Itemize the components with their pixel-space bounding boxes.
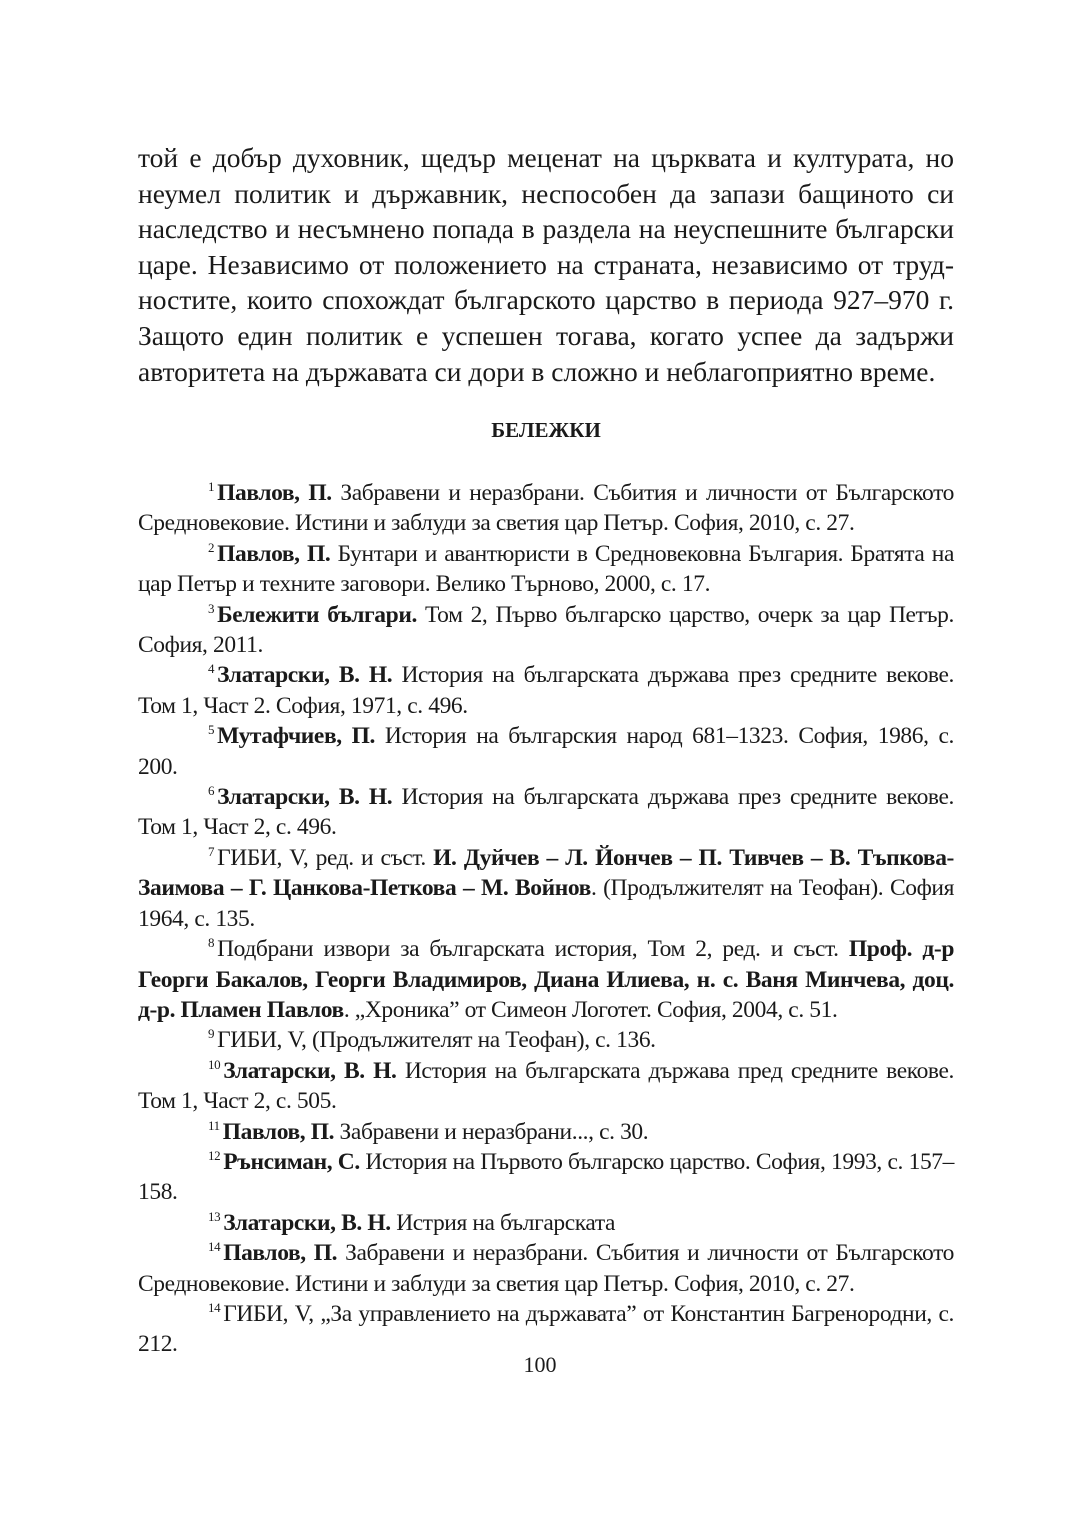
note-author: Рънсиман, С. bbox=[223, 1148, 360, 1175]
note-text: Забравени и неразбрани. Събития и личности от Българското Средновековие. Истини и заблуди за светия цар Петър. София, 2010, с. 27. bbox=[138, 1240, 954, 1297]
note-text: Бунтари и авантюристи в Средновековна България. Братята на цар Петър и техните заговори. Велико Търново, 2000, с. 17. bbox=[138, 540, 954, 598]
note-item bbox=[138, 660, 954, 721]
note-author: Златарски, В. Н. bbox=[223, 1209, 391, 1236]
notes-list bbox=[138, 478, 954, 1360]
note-number: 1 bbox=[208, 479, 215, 494]
note-author: Проф. д-р Георги Бакалов, Георги Владимиров, Диана Илиева, н. с. Ваня Минчева, доц. д-р. Пламен Павлов bbox=[138, 936, 954, 1023]
note-number: 5 bbox=[208, 722, 215, 738]
note-text: История на Първото българско царство. София, 1993, с. 157–158. bbox=[138, 1148, 954, 1206]
note-item bbox=[138, 721, 954, 782]
note-item bbox=[138, 782, 954, 843]
note-number: 9 bbox=[208, 1026, 215, 1042]
note-prefix: ГИБИ, V, „За управлението на държавата” от Константин Багренородни, с. 212. bbox=[138, 1300, 954, 1358]
note-prefix: Подбрани извори за българската история, Том 2, ред. и съст. bbox=[217, 936, 849, 963]
note-number: 2 bbox=[208, 539, 215, 555]
note-number: 3 bbox=[208, 600, 215, 616]
note-author: Мутафчиев, П. bbox=[217, 723, 375, 750]
note-author: Бележити българи. bbox=[217, 601, 417, 628]
note-item bbox=[138, 1147, 954, 1208]
note-author: И. Дуйчев – Л. Йончев – П. Тивчев – В. Тъпкова-Заимова – Г. Цанкова-Петкова – М. Войнов bbox=[138, 844, 954, 902]
note-text: Том 2, Първо българско царство, очерк за цар Петър. София, 2011. bbox=[138, 601, 954, 659]
note-number: 7 bbox=[208, 843, 215, 859]
note-number: 11 bbox=[208, 1117, 220, 1133]
note-number: 13 bbox=[208, 1208, 221, 1224]
notes-heading: БЕЛЕЖКИ bbox=[491, 418, 601, 442]
note-number: 4 bbox=[208, 661, 215, 677]
note-text: История на българския народ 681–1323. София, 1986, с. 200. bbox=[138, 723, 954, 780]
note-item bbox=[138, 1238, 954, 1299]
note-author: Павлов, П. bbox=[217, 540, 331, 567]
note-number: 10 bbox=[208, 1056, 221, 1072]
note-item bbox=[138, 1056, 954, 1117]
note-number: 12 bbox=[208, 1147, 221, 1163]
note-text: Истрия на българската bbox=[390, 1209, 616, 1236]
body-paragraph: той е добър духовник, щедър меценат на църквата и културата, но неумел политик и държавник, неспособен да запази бащиното си наследство и несъмнено попада в раздела на неуспешните български царе. Независимо от положението на страната, независимо от трудностите, които спохождат българското царство в периода 927–970 г. Защото един политик е успешен тогава, когато успее да задържи авторитета на държавата си дори в сложно и неблагоприятно време. bbox=[138, 142, 954, 387]
note-item bbox=[138, 478, 954, 539]
note-author: Павлов, П. bbox=[222, 1118, 335, 1145]
note-author: Павлов, П. bbox=[217, 480, 332, 506]
note-item bbox=[138, 1117, 954, 1147]
page-number: 100 bbox=[523, 1352, 557, 1377]
note-item bbox=[138, 1025, 954, 1055]
note-text: Забравени и неразбрани. Събития и личности от Българското Средновековие. Истини и заблуди за светия цар Петър. София, 2010, с. 27. bbox=[138, 480, 955, 537]
note-number: 8 bbox=[208, 935, 215, 951]
note-text: Забравени и неразбрани..., с. 30. bbox=[334, 1118, 649, 1145]
note-item bbox=[138, 1208, 954, 1238]
note-item bbox=[138, 539, 954, 600]
note-text: . (Продължителят на Теофан). София 1964, с. 135. bbox=[138, 875, 954, 932]
note-text: История на българската държава пред средните векове. Том 1, Част 2, с. 505. bbox=[138, 1057, 954, 1115]
note-text: . „Хроника” от Симеон Логотет. София, 2004, с. 51. bbox=[343, 996, 838, 1023]
note-item bbox=[138, 934, 954, 1025]
note-author: Златарски, В. Н. bbox=[217, 784, 393, 811]
note-prefix: ГИБИ, V, ред. и съст. bbox=[217, 844, 434, 871]
note-number: 14 bbox=[208, 1239, 221, 1255]
note-author: Златарски, В. Н. bbox=[217, 662, 393, 689]
note-number: 14 bbox=[208, 1299, 221, 1315]
note-item bbox=[138, 600, 954, 661]
note-author: Павлов, П. bbox=[223, 1240, 338, 1267]
note-item bbox=[138, 1299, 954, 1360]
note-text: История на българската държава през средните векове. Том 1, Част 2. София, 1971, с. 496. bbox=[138, 662, 954, 719]
note-prefix: ГИБИ, V, (Продължителят на Теофан), с. 136. bbox=[217, 1027, 656, 1054]
note-number: 6 bbox=[208, 783, 215, 799]
note-author: Златарски, В. Н. bbox=[223, 1057, 397, 1084]
document-page bbox=[138, 140, 955, 1358]
note-item bbox=[138, 843, 954, 934]
note-text: История на българската държава през средните векове. Том 1, Част 2, с. 496. bbox=[138, 784, 954, 841]
